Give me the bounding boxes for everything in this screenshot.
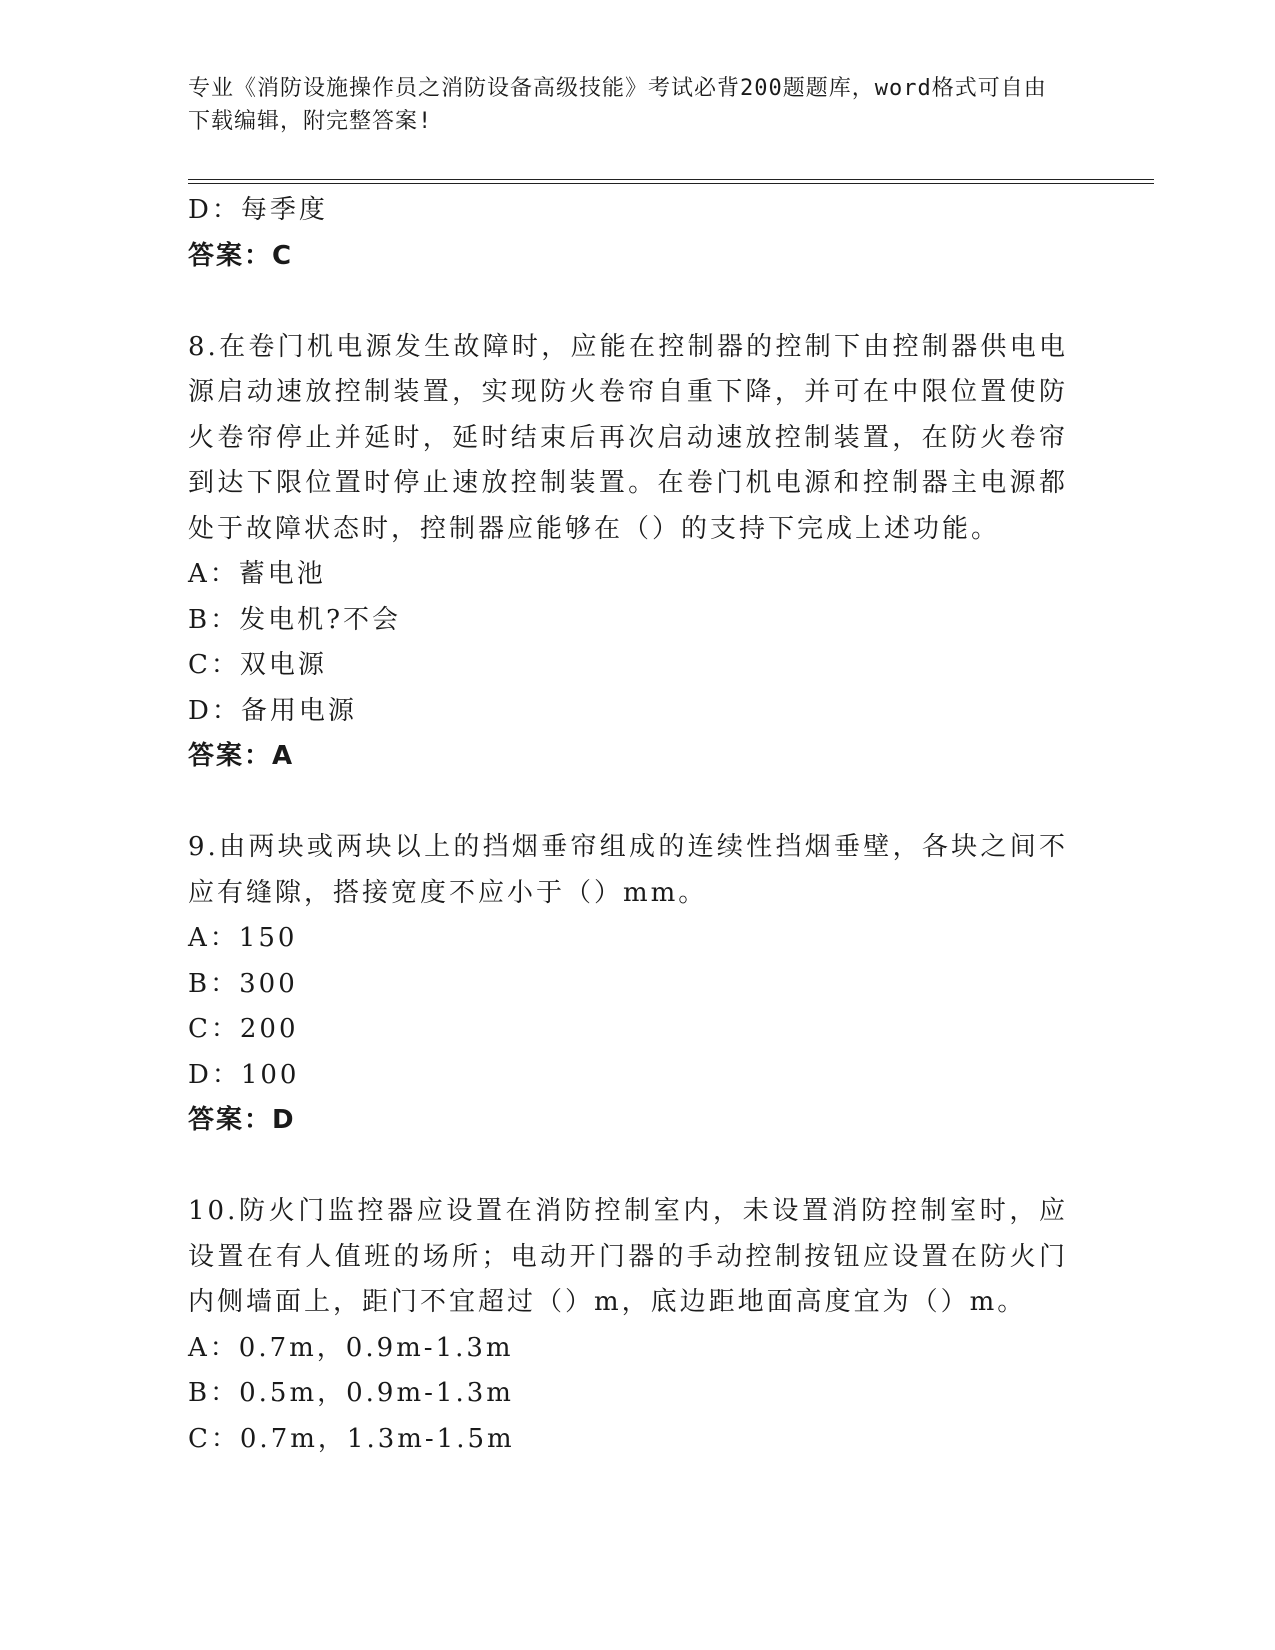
document-body bbox=[188, 188, 1068, 1462]
option-b: B：0.5m，0.9m-1.3m bbox=[188, 1378, 514, 1408]
spacer bbox=[188, 1144, 1068, 1190]
option-b: B：发电机?不会 bbox=[188, 604, 402, 635]
option-c: C：双电源 bbox=[188, 650, 327, 680]
option-a: A：150 bbox=[188, 923, 298, 953]
option-a: A：0.7m，0.9m-1.3m bbox=[188, 1332, 514, 1363]
question-stem: 9.由两块或两块以上的挡烟垂帘组成的连续性挡烟垂壁，各块之间不应有缝隙，搭接宽度不应小于（）mm。 bbox=[188, 832, 1068, 908]
option-b: B：300 bbox=[188, 968, 298, 999]
option-d: D：100 bbox=[188, 1059, 300, 1090]
answer-line: 答案：D bbox=[188, 1105, 296, 1135]
spacer bbox=[188, 780, 1068, 826]
option-d: D：备用电源 bbox=[188, 695, 357, 726]
header-divider bbox=[188, 179, 1154, 180]
header-divider bbox=[188, 183, 1154, 184]
option-a: A：蓄电池 bbox=[188, 559, 326, 589]
option-c: C：0.7m，1.3m-1.5m bbox=[188, 1423, 515, 1454]
answer-line: 答案：A bbox=[188, 741, 295, 771]
option-c: C：200 bbox=[188, 1014, 299, 1044]
question-stem: 8.在卷门机电源发生故障时，应能在控制器的控制下由控制器供电电源启动速放控制装置，实现防火卷帘自重下降，并可在中限位置使防火卷帘停止并延时，延时结束后再次启动速放控制装置，在防火卷帘到达下限位置时停止速放控制装置。在卷门机电源和控制器主电源都处于故障状态时，控制器应能够在（）的支持下完成上述功能。 bbox=[188, 331, 1068, 544]
document-header: 专业《消防设施操作员之消防设备高级技能》考试必背200题题库，word格式可自由下载编辑，附完整答案! bbox=[188, 76, 1047, 134]
answer-line: 答案：C bbox=[188, 240, 294, 271]
option-d: D：每季度 bbox=[188, 195, 328, 225]
question-stem: 10.防火门监控器应设置在消防控制室内，未设置消防控制室时，应设置在有人值班的场所；电动开门器的手动控制按钮应设置在防火门内侧墙面上，距门不宜超过（）m，底边距地面高度宜为（）m。 bbox=[188, 1196, 1068, 1317]
spacer bbox=[188, 279, 1068, 325]
